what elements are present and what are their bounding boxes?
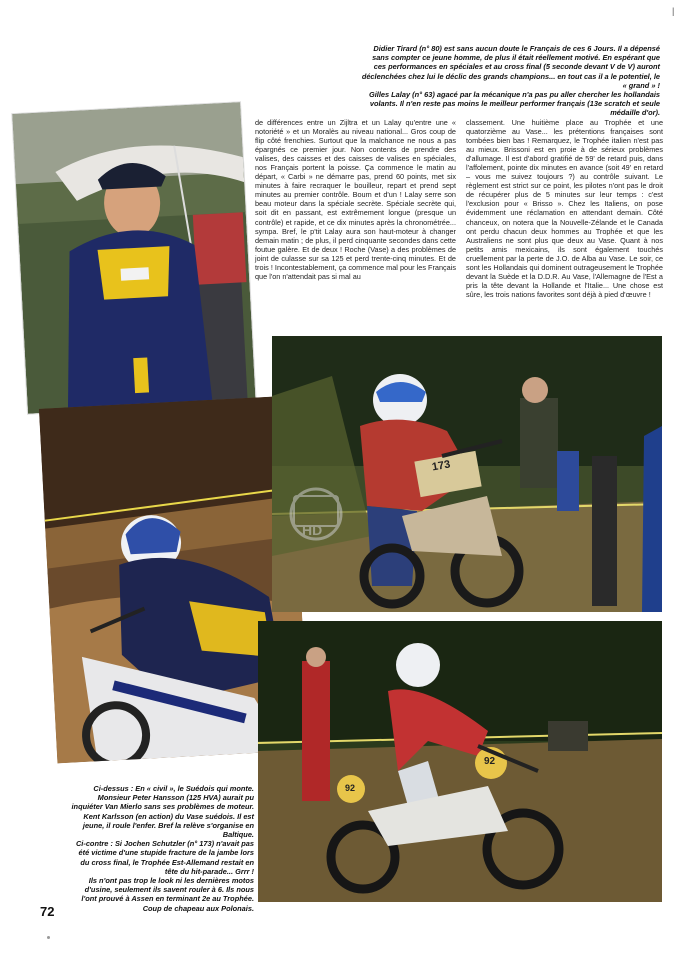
photo-polish-riders xyxy=(258,621,662,902)
article-column-right: classement. Une huitième place au Trophée et une quatorzième au Vase... les prétentions françaises sont tombées bien bas ! Remarquez, le Trophée italien n'est pas au mieux. Brissoni est en proie à de sérieux problèmes d'allumage. Il est d'abord gratifié de 59' de retard puis, dans l'affolement, pointe dix minutes en avance (soit 49' en retard – vous me suivez toujours ?) au contrôle suivant. Le règlement est strict sur ce point, les pilotes n'ont pas le droit de récupérer plus de 5 minutes sur leur temps : c'est l'exclusion pour « Brisso ». Chez les Italiens, on pose évidemment une réclamation en attendant demain. Côté chanceux, on notera que la Nouvelle-Zélande et le Canada ont perdu chacun deux hommes au Trophée et que les Australiens ne sont plus que deux au Vase. Quant à nos petits amis mexicains, ils sont également touchés cruellement par la perte de J.O. de Alba au Vase. Le soir, ce sont les Hollandais qui dominent outrageusement le Trophée devant la Suède et la D.D.R. Au Vase, l'Allemagne de l'Est a pris la tête devant la Hollande et l'Italie... Une chose est sûre, les trois nations favorites sont déjà à pied d'œuvre ! xyxy=(466,118,663,299)
scan-dot xyxy=(47,936,50,939)
photo-hansson-portrait xyxy=(12,102,255,414)
photo-schutzler xyxy=(272,336,662,612)
bottom-caption xyxy=(70,784,254,913)
caption-tirard: Didier Tirard (n° 80) est sans aucun doute le Français de ces 6 Jours. Il a dépensé sans compter ce jeune homme, de plus il était réellement motivé. En espérant que ces performances en spéciales et au cross final (5 seconde devant V de V) auront déclenchées chez lui le déclic des grands champions... en tout cas il a le potentiel, le « grand » ! xyxy=(361,44,660,90)
caption-hansson-karlsson: Ci-dessus : En « civil », le Suédois qui monte. Monsieur Peter Hansson (125 HVA) aurait pu inquiéter Van Mierlo sans ses problèmes de moteur. Kent Karlsson (en action) du Vase suédois. Il est jeune, il roule l'enfer. Bref la relève s'organise en Baltique. xyxy=(71,784,254,840)
watermark-logo xyxy=(288,486,344,542)
page-number: 72 xyxy=(40,904,55,919)
caption-lalay: Gilles Lalay (n° 63) agacé par la mécanique n'a pas pu aller chercher les hollandais volants. Il n'en reste pas moins le meilleur performer français (13e scratch et seule médaille d'or). xyxy=(368,90,660,118)
bike-number-92-left: 92 xyxy=(345,783,356,793)
watermark-text: HD xyxy=(302,522,323,538)
caption-polonais: Ils n'ont pas trop le look ni les dernières motos d'usine, seulement ils savent rouler à 6. Ils nous l'ont prouvé à Assen en terminant 2e au Trophée. Coup de chapeau aux Polonais. xyxy=(81,876,254,913)
corner-mark: | xyxy=(672,6,675,16)
article-column-middle: de différences entre un Zijltra et un Lalay qu'entre une « notoriété » et un Moralès au niveau national... Gros coup de flip côté frenchies. Surtout que la malchance ne nous a pas épargnés ce premier jour. Non contents de prendre des valises, des caisses et des caisses de valises en spéciales, nos Français portent la poisse. Ça commence le matin au départ, « Carbi » ne démarre pas, prend 60 points, met six minutes à faire recraquer le bouilleur, repart et prend sept minutes au premier contrôle. Boum et d'un ! Lalay serre son beau moteur dans la spéciale secrète. Spéciale secrète qui, soit dit en passant, est extrêmement longue (presque un contrôle) et rapide, et ce dix minutes après la chronométrée... sympa. Bref, le p'tit Lalay aura son haut-moteur à changer demain matin ; de plus, il perd cinquante secondes dans cette foutue galère. Et de deux ! Roche (Vase) a des problèmes de joint de culasse sur sa 125 et perd trente-cinq minutes. Et de trois ! Incontestablement, ça commence mal pour les Français que l'on n'attendait pas si mal au xyxy=(255,118,456,281)
bike-number-173: 173 xyxy=(431,458,452,474)
top-caption xyxy=(360,44,660,118)
caption-schutzler: Ci-contre : Si Jochen Schutzler (n° 173) n'avait pas été victime d'une stupide fracture de la jambe lors du cross final, le Trophée Est-Allemand restait en tête du hit-parade... Grrr ! xyxy=(75,839,254,876)
bike-number-92-right: 92 xyxy=(484,756,496,767)
